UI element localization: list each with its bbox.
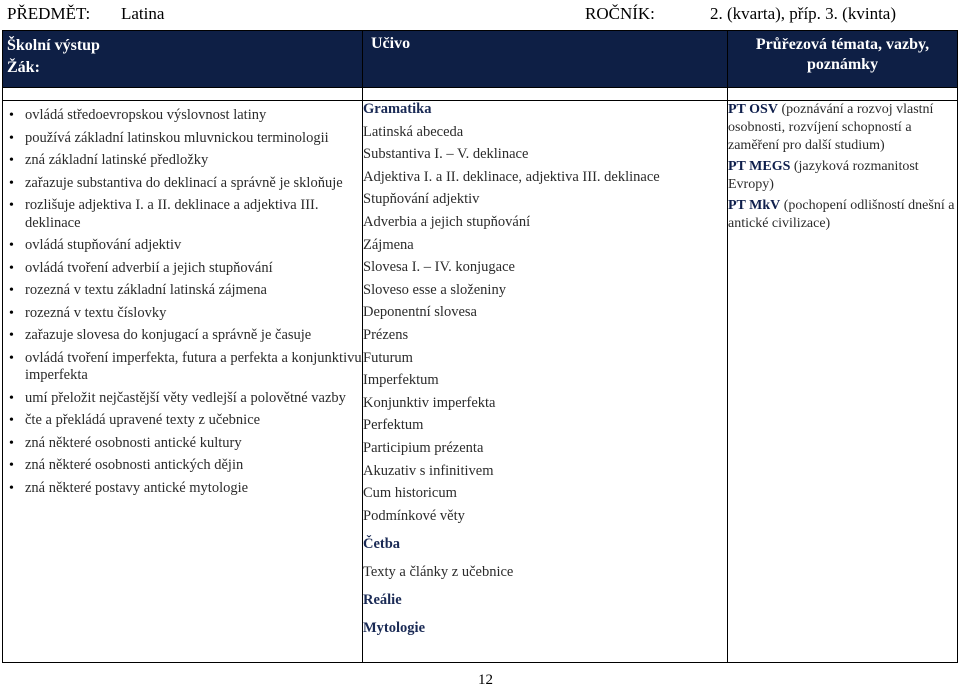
- outcomes-cell: [3, 101, 363, 663]
- note-item: [728, 101, 957, 155]
- curriculum-cell: [363, 101, 728, 663]
- note-code: PT MkV: [728, 198, 781, 213]
- header-outcomes: Školní výstup Žák:: [3, 31, 363, 88]
- list-item: Cum historicum: [363, 485, 457, 502]
- list-item: Adjektiva I. a II. deklinace, adjektiva III. deklinace: [363, 168, 660, 185]
- list-item: • zná některé postavy antické mytologie: [3, 480, 362, 498]
- list-item: • zná některé osobnosti antických dějin: [3, 457, 362, 475]
- header-curriculum: Učivo: [363, 31, 728, 88]
- spacer-row: [3, 88, 958, 101]
- note-item: [728, 197, 957, 233]
- curriculum-table: [2, 30, 958, 663]
- list-item: Substantiva I. – V. deklinace: [363, 146, 529, 163]
- list-item: Podmínkové věty: [363, 507, 465, 524]
- list-item: Perfektum: [363, 417, 424, 434]
- subject-label: PŘEDMĚT:: [7, 4, 91, 23]
- page-header: [7, 4, 957, 28]
- note-text: (jazyková rozmanitost Evropy): [728, 159, 919, 192]
- list-item: Texty a články z učebnice: [363, 563, 514, 580]
- note-text: (pochopení odlišností dnešní a antické civilizace): [728, 198, 955, 231]
- outcomes-list: [3, 101, 362, 497]
- list-item: Stupňování adjektiv: [363, 191, 480, 208]
- list-item: • ovládá tvoření adverbií a jejich stupňování: [3, 260, 362, 278]
- page-number: 12: [478, 672, 493, 688]
- list-item: Adverbia a jejich stupňování: [363, 213, 531, 230]
- grammar-heading: Gramatika: [363, 101, 432, 117]
- mythology-heading: Mytologie: [363, 619, 426, 636]
- list-item: • rozezná v textu základní latinská zájmena: [3, 282, 362, 300]
- grade-label: ROČNÍK:: [585, 4, 655, 23]
- list-item: • ovládá stupňování adjektiv: [3, 237, 362, 255]
- subject-value: Latina: [121, 4, 165, 23]
- table-body-row: [3, 101, 958, 663]
- note-code: PT OSV: [728, 102, 778, 117]
- list-item: Futurum: [363, 349, 413, 366]
- grade-value: 2. (kvarta), příp. 3. (kvinta): [710, 4, 896, 23]
- list-item: Konjunktiv imperfekta: [363, 394, 496, 411]
- list-item: • používá základní latinskou mluvnickou terminologii: [3, 130, 362, 148]
- list-item: Slovesa I. – IV. konjugace: [363, 259, 515, 276]
- reading-heading: Četba: [363, 535, 401, 552]
- list-item: Participium prézenta: [363, 439, 484, 456]
- list-item: • zná základní latinské předložky: [3, 152, 362, 170]
- list-item: • ovládá tvoření imperfekta, futura a perfekta a konjunktivu imperfekta: [3, 350, 362, 385]
- list-item: • čte a překládá upravené texty z učebnice: [3, 412, 362, 430]
- realia-heading: Reálie: [363, 591, 402, 608]
- list-item: • umí přeložit nejčastější věty vedlejší a polovětné vazby: [3, 390, 362, 408]
- header-notes: Průřezová témata, vazby, poznámky: [728, 31, 958, 88]
- table-header-row: [3, 31, 958, 88]
- list-item: Akuzativ s infinitivem: [363, 462, 494, 479]
- list-item: • zařazuje slovesa do konjugací a správně je časuje: [3, 327, 362, 345]
- list-item: Zájmena: [363, 236, 414, 253]
- list-item: • zařazuje substantiva do deklinací a správně je skloňuje: [3, 175, 362, 193]
- list-item: Sloveso esse a složeniny: [363, 281, 506, 298]
- list-item: Deponentní slovesa: [363, 304, 477, 321]
- note-text: (poznávání a rozvoj vlastní osobnosti, rozvíjení schopností a zaměření pro další studium): [728, 102, 934, 153]
- list-item: Latinská abeceda: [363, 123, 464, 140]
- notes-cell: [728, 101, 958, 663]
- list-item: • rozlišuje adjektiva I. a II. deklinace a adjektiva III. deklinace: [3, 197, 362, 232]
- list-item: Imperfektum: [363, 372, 439, 389]
- list-item: • rozezná v textu číslovky: [3, 305, 362, 323]
- note-item: [728, 158, 957, 194]
- list-item: Prézens: [363, 326, 409, 343]
- list-item: • zná některé osobnosti antické kultury: [3, 435, 362, 453]
- list-item: • ovládá středoevropskou výslovnost latiny: [3, 107, 362, 125]
- note-code: PT MEGS: [728, 159, 791, 174]
